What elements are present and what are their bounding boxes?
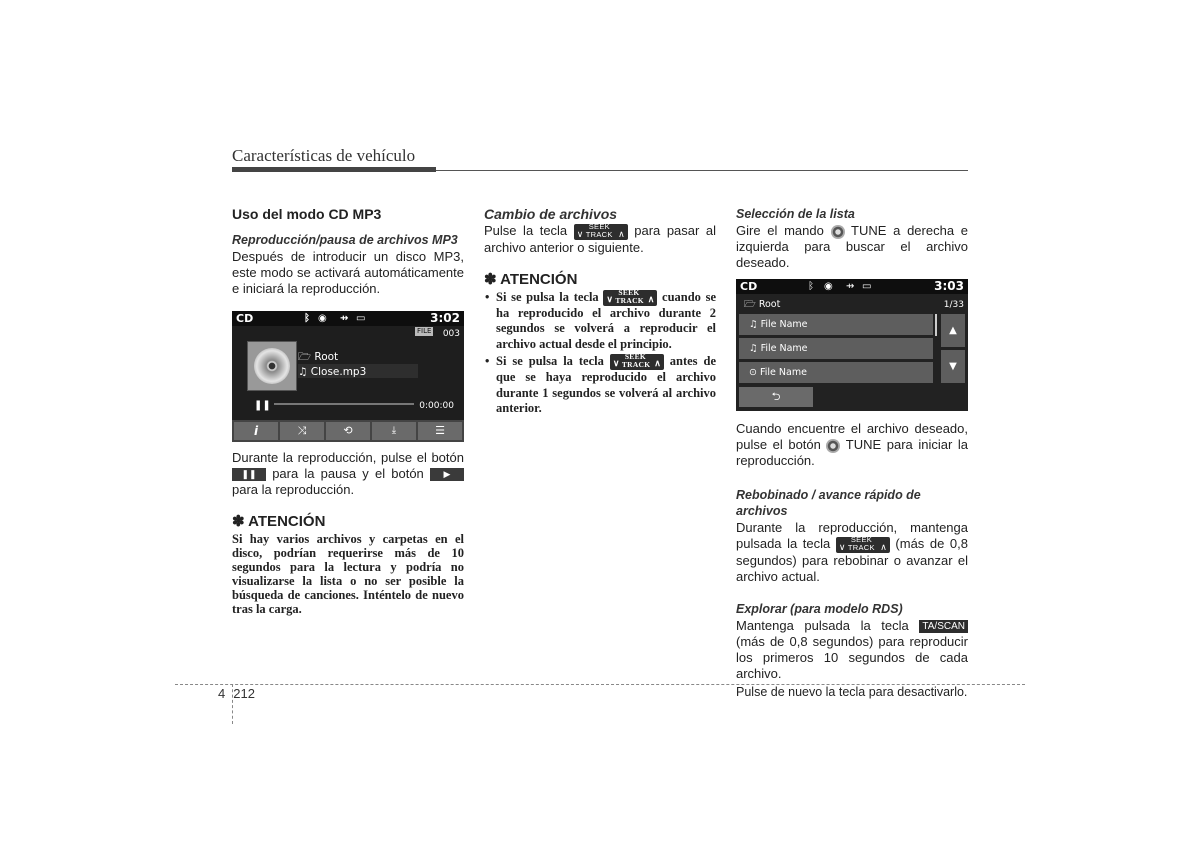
rewind-ff-paragraph	[736, 520, 968, 585]
folder-name: Root	[314, 351, 339, 363]
page-header-title: Características de vehículo	[232, 146, 416, 165]
disc-icon: ◉	[318, 313, 327, 324]
file-list-item[interactable]	[739, 314, 933, 335]
scan-text-a: Mantenga pulsada la tecla	[736, 617, 909, 633]
scan-paragraph	[736, 618, 968, 682]
pause-button-icon: ❚❚	[232, 468, 266, 481]
attention-heading-1: ✽ ATENCIÓN	[232, 513, 326, 530]
bluetooth-icon: ᛒ	[808, 281, 814, 292]
back-arrow-icon: ⮌	[771, 390, 781, 403]
status-bar	[736, 279, 968, 294]
cd-disc-icon	[254, 348, 290, 384]
attention-item-2	[496, 354, 716, 417]
folder-row	[298, 349, 338, 365]
subheading-list-selection: Selección de la lista	[736, 207, 855, 221]
section-heading: Uso del modo CD MP3	[232, 206, 382, 222]
select-file-text-a: Cuando encuentre el archivo deseado, pulse el botón	[736, 421, 968, 452]
usb-icon: ⇸	[340, 313, 349, 324]
source-label: CD	[740, 280, 758, 293]
cd-screen-playback	[232, 311, 464, 442]
attention-list	[484, 287, 717, 417]
clock-time: 3:03	[934, 279, 964, 293]
file-name: File Name	[760, 319, 808, 330]
music-note-icon: ♫	[749, 319, 758, 330]
page-number	[218, 686, 255, 701]
subheading-rewind-ff: Rebobinado / avance rápido de archivos	[736, 488, 921, 518]
column-3	[736, 206, 968, 700]
elapsed-time: 0:00:00	[419, 401, 454, 411]
pause-indicator-icon: ❚❚	[254, 400, 271, 411]
status-bar	[232, 311, 464, 326]
music-note-icon: ♫	[749, 343, 758, 354]
pause-play-text-a: Durante la reproducción, pulse el botón	[232, 450, 464, 465]
file-list-item[interactable]	[739, 338, 933, 359]
attention-item-1	[496, 287, 717, 353]
page-number-value: 212	[233, 686, 255, 701]
file-badge: FILE	[417, 327, 432, 335]
clock-time: 3:02	[430, 311, 460, 325]
column-1	[232, 206, 464, 616]
pause-play-text-b: para la pausa y el botón	[272, 466, 424, 481]
list-selection-text-b: TUNE a derecha e izquierda para buscar el archivo deseado.	[736, 223, 968, 270]
file-list-item[interactable]	[739, 362, 933, 383]
bullet2-text-a: Si se pulsa la tecla	[496, 354, 604, 369]
header-rule-accent	[232, 167, 436, 172]
tune-knob-icon	[826, 439, 840, 453]
ipod-icon: ▭	[356, 313, 366, 324]
save-button[interactable]: ⤓	[372, 422, 416, 440]
ipod-icon: ▭	[862, 281, 872, 292]
playback-paragraph: Después de introducir un disco MP3, este modo se activará automáticamente e iniciará la reproducción.	[232, 249, 464, 296]
track-row	[298, 364, 418, 378]
cd-screen-file-list	[736, 279, 968, 411]
rewind-ff-text-a: Durante la reproducción, mantenga pulsada la tecla	[736, 520, 968, 551]
tune-knob-icon	[831, 225, 845, 239]
source-label: CD	[236, 312, 254, 325]
pause-play-paragraph	[232, 450, 464, 498]
bluetooth-icon: ᛒ	[304, 313, 310, 324]
scan-off-paragraph: Pulse de nuevo la tecla para desactivarlo.	[736, 684, 968, 699]
repeat-button[interactable]: ⟲	[326, 422, 370, 440]
ta-scan-key: TA/SCAN	[919, 620, 968, 633]
change-files-text-a: Pulse la tecla	[484, 223, 568, 238]
file-count: 1/33	[943, 300, 964, 310]
list-button[interactable]: ☰	[418, 422, 462, 440]
folder-name: Root	[758, 299, 781, 310]
play-circle-icon: ⊙	[749, 367, 757, 378]
subheading-scan: Explorar (para modelo RDS)	[736, 601, 903, 616]
file-name: File Name	[760, 343, 808, 354]
seek-track-key: ∨ SEEK TRACK ∧	[574, 224, 628, 240]
track-name: Close.mp3	[310, 366, 367, 378]
bullet1-text-b: cuando se ha reproducido el archivo durante 2 segundos se volverá a reproducir el archivo actual desde el principio.	[496, 289, 717, 351]
scroll-down-button[interactable]: ▼	[941, 350, 965, 383]
scroll-thumb[interactable]	[935, 314, 937, 336]
progress-track	[274, 403, 414, 405]
disc-icon: ◉	[824, 281, 833, 292]
control-bar	[232, 420, 464, 442]
subheading-change-files: Cambio de archivos	[484, 206, 618, 222]
folder-row	[744, 297, 780, 313]
album-art	[247, 341, 297, 391]
seek-track-key: ∨ SEEK TRACK ∧	[836, 537, 890, 553]
scroll-up-button[interactable]: ▲	[941, 314, 965, 347]
select-file-text-b: TUNE para iniciar la reproducción.	[736, 437, 968, 468]
list-selection-paragraph	[736, 223, 968, 271]
seek-track-key: ∨ SEEK TRACK ∧	[603, 290, 657, 306]
rewind-ff-text-b: (más de 0,8 segundos) para rebobinar o avanzar el archivo actual.	[736, 536, 968, 584]
play-button-icon: ▶	[430, 468, 464, 481]
chapter-number: 4	[218, 686, 226, 701]
attention-heading-2: ✽ ATENCIÓN	[484, 270, 578, 288]
attention-body-1: Si hay varios archivos y carpetas en el disco, podrían requerirse más de 10 segundos para la lectura y podría no visualizarse la lista o no ser posible la búsqueda de canciones. Inténtelo de nuevo tras la carga.	[232, 532, 464, 616]
pause-play-text-c: para la reproducción.	[232, 482, 355, 497]
subheading-playback: Reproducción/pausa de archivos MP3	[232, 233, 458, 247]
shuffle-button[interactable]: ⤨	[280, 422, 324, 440]
usb-icon: ⇸	[846, 281, 855, 292]
change-files-text-b: para pasar al archivo anterior o siguiente.	[484, 223, 716, 255]
footer-rule	[175, 684, 1025, 685]
select-file-paragraph	[736, 421, 968, 469]
bullet2-text-b: antes de que se haya reproducido el archivo durante 1 segundos se volverá al archivo anterior.	[496, 354, 716, 416]
scan-text-b: (más de 0,8 segundos) para reproducir los primeros 10 segundos de cada archivo.	[736, 633, 968, 681]
info-button[interactable]: i	[234, 422, 278, 440]
folder-icon: 🗁	[298, 351, 312, 363]
list-selection-text-a: Gire el mando	[736, 223, 824, 238]
music-note-icon: ♫	[298, 366, 308, 378]
file-name: File Name	[760, 367, 807, 378]
file-number: 003	[442, 329, 460, 339]
column-2	[484, 206, 716, 419]
bullet1-text-a: Si se pulsa la tecla	[496, 289, 599, 304]
seek-track-key: ∨ SEEK TRACK ∧	[610, 354, 664, 370]
change-files-paragraph	[484, 223, 716, 256]
back-button[interactable]	[739, 387, 813, 407]
folder-icon: 🗁	[744, 299, 756, 310]
